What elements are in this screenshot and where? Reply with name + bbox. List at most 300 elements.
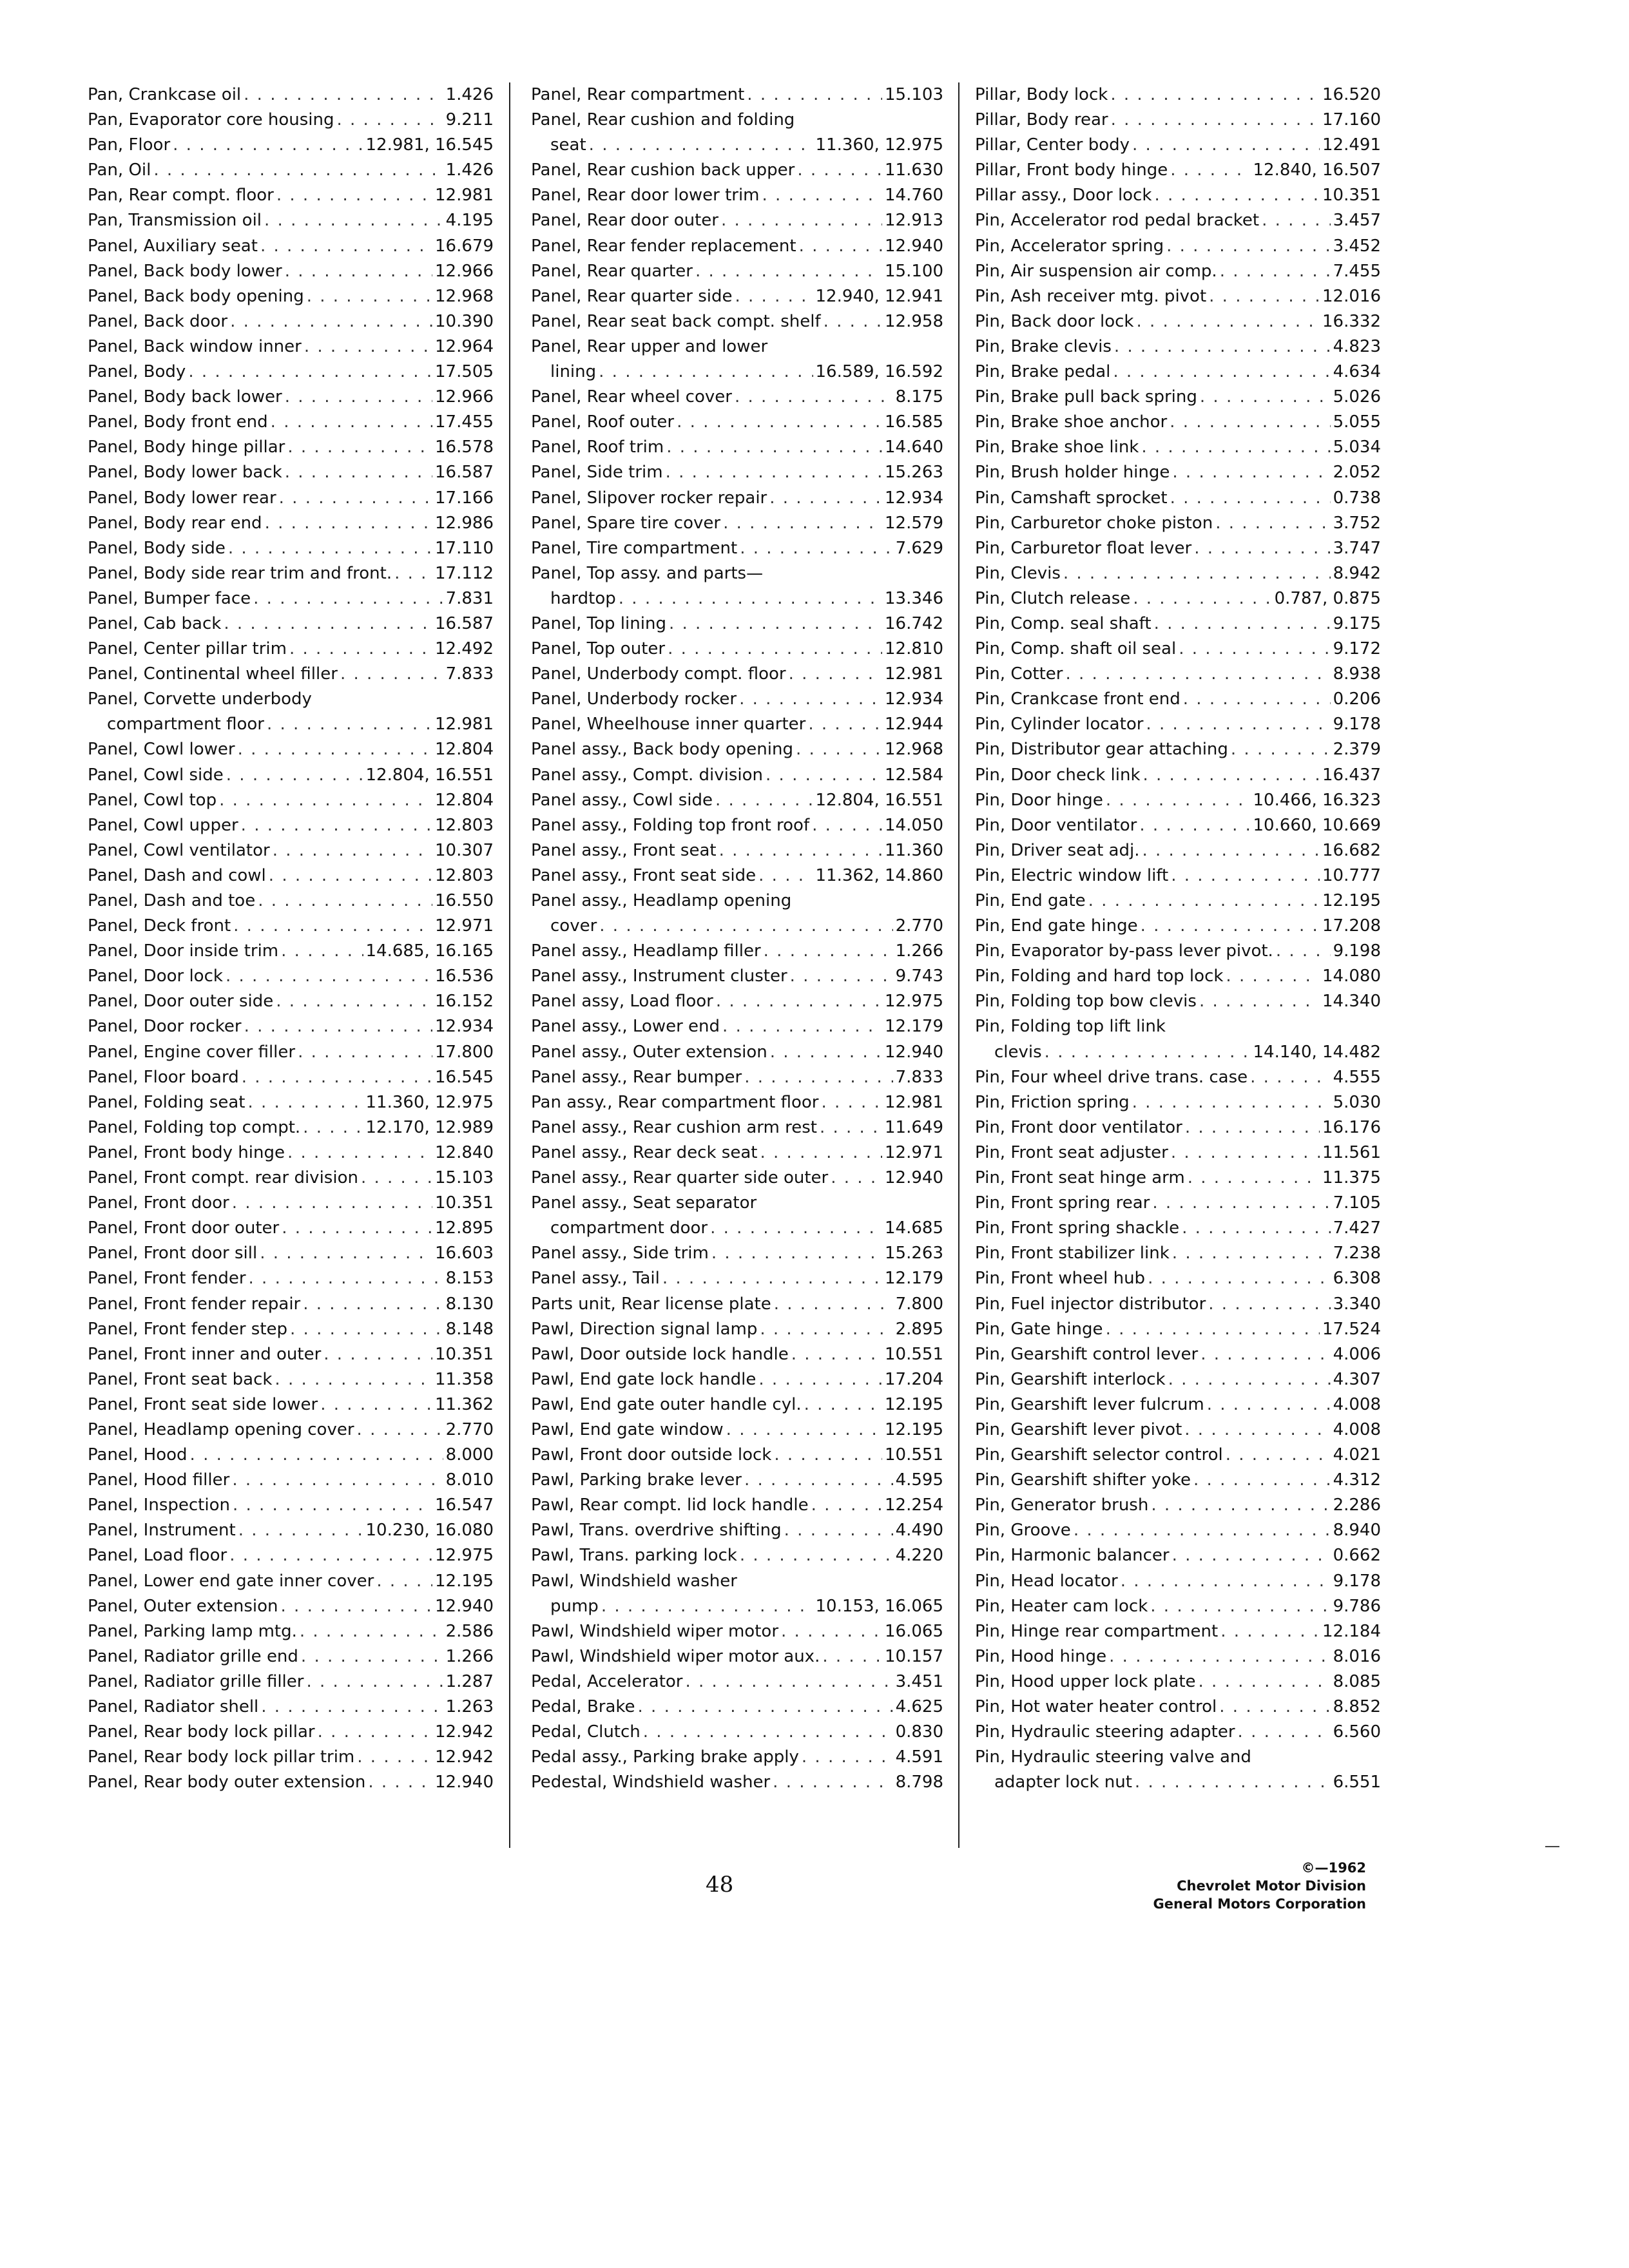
entry-reference: 2.379 [1333, 740, 1381, 760]
index-entry [88, 208, 494, 233]
entry-reference: 12.804, 16.551 [365, 765, 494, 785]
entry-name: Panel assy., Headlamp filler [531, 941, 761, 961]
entry-name: Panel, Continental wheel filler [88, 664, 338, 684]
entry-reference: 5.026 [1333, 387, 1381, 407]
entry-reference: 12.942 [435, 1747, 494, 1767]
dot-leader [711, 1241, 882, 1266]
entry-name: Pin, Crankcase front end [975, 689, 1181, 709]
entry-reference: 12.975 [435, 1546, 494, 1566]
index-entry [975, 637, 1381, 662]
dot-leader [336, 108, 443, 133]
entry-reference: 9.178 [1333, 1571, 1381, 1591]
dot-leader [1132, 133, 1320, 158]
dot-leader [821, 1090, 882, 1115]
entry-name: Pin, Hydraulic steering adapter [975, 1722, 1235, 1742]
entry-reference: 16.545 [435, 1067, 494, 1087]
index-entry [975, 1644, 1381, 1669]
dot-leader [1063, 561, 1331, 586]
dot-leader [238, 737, 432, 762]
entry-name: Panel, Dash and cowl [88, 865, 266, 885]
entry-reference: 12.934 [885, 689, 943, 709]
entry-reference: 2.286 [1333, 1495, 1381, 1515]
entry-name: Pin, Accelerator spring [975, 236, 1164, 256]
entry-name: Panel, Folding top compt. [88, 1117, 301, 1137]
entry-reference: 16.587 [435, 463, 494, 483]
entry-reference: 15.263 [885, 463, 943, 483]
entry-reference: 10.390 [435, 311, 494, 331]
index-entry [88, 511, 494, 536]
index-entry [975, 1569, 1381, 1594]
entry-reference: 8.148 [445, 1319, 494, 1339]
entry-name: Pan, Crankcase oil [88, 85, 242, 104]
dot-leader [241, 813, 432, 838]
index-entry [975, 1695, 1381, 1720]
index-entry [531, 1594, 943, 1619]
index-entry [975, 108, 1381, 133]
entry-name: Panel, Front seat side lower [88, 1394, 318, 1414]
dot-leader [719, 838, 882, 863]
entry-name: Pedal assy., Parking brake apply [531, 1747, 799, 1767]
entry-name: adapter lock nut [994, 1773, 1132, 1792]
entry-name: Panel, Roof trim [531, 437, 664, 457]
index-entry [88, 1115, 494, 1140]
entry-reference: 4.490 [895, 1521, 943, 1541]
index-entry [531, 1619, 943, 1644]
dot-leader [811, 1493, 882, 1518]
dot-leader [290, 1317, 443, 1342]
entry-name: Pin, Door check link [975, 765, 1141, 785]
entry-name: Panel, Front inner and outer [88, 1344, 322, 1364]
entry-name: clevis [994, 1042, 1042, 1062]
index-entry [975, 460, 1381, 485]
entry-name: Pin, Brake pull back spring [975, 387, 1197, 407]
dot-leader [758, 863, 813, 889]
index-entry [531, 1166, 943, 1191]
dot-leader [766, 763, 882, 788]
dot-leader [774, 1443, 882, 1468]
index-entry [975, 1317, 1381, 1342]
index-entry [975, 208, 1381, 233]
entry-name: Pin, Comp. shaft oil seal [975, 639, 1177, 659]
dot-leader [739, 687, 882, 712]
dot-leader [740, 536, 892, 561]
column-divider [509, 82, 510, 1848]
index-entry [88, 611, 494, 637]
index-entry [975, 410, 1381, 435]
dot-leader [190, 1443, 443, 1468]
entry-name: Pan, Rear compt. floor [88, 186, 274, 206]
dot-leader [1150, 1594, 1330, 1619]
entry-reference: 2.586 [445, 1621, 494, 1641]
entry-name: Panel, Load floor [88, 1546, 227, 1566]
entry-reference: 16.152 [435, 992, 494, 1012]
entry-reference: 4.634 [1333, 362, 1381, 382]
dot-leader [394, 561, 432, 586]
entry-reference: 1.287 [445, 1671, 494, 1691]
index-entry [531, 813, 943, 838]
entry-reference: 8.153 [445, 1269, 494, 1289]
index-entry [88, 1594, 494, 1619]
entry-reference: 7.238 [1333, 1244, 1381, 1264]
dot-leader [744, 1065, 892, 1090]
entry-name: Panel, Rear body lock pillar trim [88, 1747, 355, 1767]
entry-name: Pin, Front door ventilator [975, 1117, 1182, 1137]
entry-name: Pawl, End gate lock handle [531, 1369, 757, 1389]
entry-reference: 3.752 [1333, 513, 1381, 533]
entry-reference: 12.195 [435, 1571, 494, 1591]
dot-leader [1088, 889, 1320, 914]
dot-leader [1193, 1468, 1331, 1493]
entry-name: Panel assy., Outer extension [531, 1042, 767, 1062]
dot-leader [320, 1392, 432, 1418]
dot-leader [232, 1468, 443, 1493]
entry-name: Panel, Back body lower [88, 261, 282, 281]
entry-name: Pawl, Direction signal lamp [531, 1319, 758, 1339]
entry-reference: 12.968 [885, 740, 943, 760]
entry-reference: 17.800 [435, 1042, 494, 1062]
dot-leader [1199, 989, 1320, 1014]
entry-reference: 12.804 [435, 790, 494, 810]
dot-leader [340, 662, 443, 687]
dot-leader [1143, 763, 1320, 788]
dot-leader [715, 788, 813, 813]
index-column-3 [975, 82, 1381, 1845]
entry-name: Pin, Hood upper lock plate [975, 1671, 1196, 1691]
index-entry [88, 1644, 494, 1669]
dot-leader [1154, 183, 1320, 208]
index-entry [531, 838, 943, 863]
index-entry [975, 536, 1381, 561]
dot-leader [1171, 1140, 1320, 1166]
dot-leader [1179, 637, 1330, 662]
entry-reference: 12.934 [435, 1017, 494, 1037]
index-entry [531, 712, 943, 737]
dot-leader [716, 989, 882, 1014]
index-entry [975, 788, 1381, 813]
entry-reference: 5.055 [1333, 412, 1381, 432]
dot-leader [666, 460, 882, 485]
dot-leader [267, 712, 432, 737]
entry-reference: 16.682 [1322, 840, 1381, 860]
entry-reference: 12.491 [1322, 135, 1381, 155]
dot-leader [797, 158, 882, 183]
index-entry [531, 1140, 943, 1166]
index-entry [975, 964, 1381, 989]
entry-reference: 4.823 [1333, 336, 1381, 356]
entry-reference: 11.360, 12.975 [365, 1092, 494, 1112]
dot-leader [726, 1418, 882, 1443]
dot-leader [282, 1216, 432, 1241]
index-entry [531, 1115, 943, 1140]
entry-reference: 8.942 [1333, 563, 1381, 583]
entry-reference: 9.198 [1333, 941, 1381, 961]
entry-reference: 11.360 [885, 840, 943, 860]
index-entry [975, 234, 1381, 259]
entry-name: Pin, Gearshift selector control [975, 1445, 1223, 1465]
index-entry [88, 460, 494, 485]
entry-reference: 12.971 [435, 916, 494, 936]
entry-reference: 16.603 [435, 1244, 494, 1264]
entry-name: Pin, Heater cam lock [975, 1596, 1148, 1616]
entry-reference: 10.157 [885, 1646, 943, 1666]
entry-name: Pin, Fuel injector distributor [975, 1294, 1206, 1314]
index-entry [531, 309, 943, 334]
dot-leader [281, 939, 363, 964]
index-entry [975, 309, 1381, 334]
dot-leader [1065, 662, 1330, 687]
entry-name: Pan, Floor [88, 135, 171, 155]
dot-leader [1151, 1493, 1330, 1518]
entry-reference: 17.455 [435, 412, 494, 432]
dot-leader [1276, 939, 1331, 964]
entry-name: Pin, Brake shoe link [975, 437, 1139, 457]
index-entry [975, 511, 1381, 536]
dot-leader [1170, 486, 1331, 511]
dot-leader [1074, 1518, 1331, 1543]
entry-reference: 8.175 [895, 387, 943, 407]
entry-reference: 10.660, 10.669 [1253, 815, 1381, 835]
index-entry [88, 385, 494, 410]
entry-name: Pillar, Body rear [975, 110, 1108, 130]
index-entry [88, 1543, 494, 1568]
dot-leader [1170, 158, 1250, 183]
entry-reference: 15.103 [435, 1168, 494, 1188]
index-entry [975, 486, 1381, 511]
entry-name: Pin, Gearshift lever pivot [975, 1419, 1182, 1439]
index-entry [88, 133, 494, 158]
entry-name: Panel, Lower end gate inner cover [88, 1571, 374, 1591]
index-entry [975, 1014, 1381, 1039]
dot-leader [273, 838, 432, 863]
entry-name: Pin, Gearshift shifter yoke [975, 1470, 1191, 1490]
entry-reference: 3.451 [895, 1671, 943, 1691]
entry-name: Pin, Clevis [975, 563, 1061, 583]
index-entry [531, 1266, 943, 1291]
dot-leader [226, 964, 432, 989]
index-entry [531, 1745, 943, 1770]
dot-leader [1184, 1418, 1330, 1443]
entry-reference: 12.195 [1322, 891, 1381, 910]
entry-name: Panel, Front door sill [88, 1244, 258, 1264]
entry-name: lining [550, 362, 597, 382]
index-entry [531, 435, 943, 460]
index-entry [88, 788, 494, 813]
dot-leader [264, 208, 443, 233]
entry-name: Panel, Rear fender replacement [531, 236, 796, 256]
entry-reference: 2.770 [895, 916, 943, 936]
dot-leader [1166, 234, 1330, 259]
dot-leader [1200, 1342, 1330, 1367]
entry-reference: 4.008 [1333, 1394, 1381, 1414]
index-entry [88, 1695, 494, 1720]
index-entry [531, 183, 943, 208]
column-divider [958, 82, 959, 1848]
index-entry [975, 611, 1381, 637]
index-entry [88, 334, 494, 360]
dot-leader [804, 1392, 882, 1418]
entry-reference: 12.254 [885, 1495, 943, 1515]
dot-leader [323, 1342, 432, 1367]
entry-reference: 10.551 [885, 1445, 943, 1465]
entry-name: Pawl, Parking brake lever [531, 1470, 742, 1490]
index-entry [531, 1418, 943, 1443]
index-entry [531, 208, 943, 233]
entry-name: Pin, Hinge rear compartment [975, 1621, 1219, 1641]
dot-leader [1148, 1266, 1331, 1291]
entry-name: Panel, Front body hinge [88, 1142, 285, 1162]
index-entry [531, 637, 943, 662]
entry-name: Panel, Folding seat [88, 1092, 246, 1112]
entry-reference: 12.016 [1322, 286, 1381, 306]
dot-leader [253, 586, 443, 611]
dot-leader [1215, 511, 1330, 536]
entry-name: Panel, Body [88, 362, 186, 382]
entry-reference: 8.940 [1333, 1521, 1381, 1541]
index-entry [88, 813, 494, 838]
dot-leader [1172, 1543, 1331, 1568]
entry-reference: 12.195 [885, 1419, 943, 1439]
entry-reference: 16.332 [1322, 311, 1381, 331]
dot-leader [799, 234, 882, 259]
entry-reference: 12.170, 12.989 [365, 1117, 494, 1137]
entry-reference: 12.981 [885, 664, 943, 684]
entry-reference: 3.452 [1333, 236, 1381, 256]
entry-reference: 6.308 [1333, 1269, 1381, 1289]
index-entry [88, 561, 494, 586]
dot-leader [774, 1292, 893, 1317]
dot-leader [271, 410, 432, 435]
entry-name: Pin, Friction spring [975, 1092, 1130, 1112]
dot-leader [599, 360, 813, 385]
entry-reference: 10.351 [435, 1344, 494, 1364]
index-entry [531, 1443, 943, 1468]
entry-name: Pedal, Accelerator [531, 1671, 683, 1691]
entry-reference: 11.360, 12.975 [815, 135, 943, 155]
dot-leader [686, 1669, 893, 1695]
entry-name: Panel, Rear body outer extension [88, 1773, 366, 1792]
entry-name: Panel, Hood filler [88, 1470, 230, 1490]
dot-leader [822, 1644, 882, 1669]
index-entry [88, 435, 494, 460]
entry-name: Panel, Cowl ventilator [88, 840, 270, 860]
dot-leader [1219, 1695, 1330, 1720]
entry-name: Pin, Four wheel drive trans. case [975, 1067, 1248, 1087]
entry-name: Pan, Transmission oil [88, 211, 262, 231]
index-entry [531, 1392, 943, 1418]
entry-name: Panel, Center pillar trim [88, 639, 287, 659]
dot-leader [1110, 82, 1320, 108]
entry-name: Pin, Electric window lift [975, 865, 1169, 885]
dot-leader [1207, 1392, 1331, 1418]
entry-reference: 14.050 [885, 815, 943, 835]
entry-name: Pawl, Door outside lock handle [531, 1344, 789, 1364]
index-entry [88, 964, 494, 989]
index-entry [531, 914, 943, 939]
index-entry [531, 486, 943, 511]
entry-reference: 4.595 [895, 1470, 943, 1490]
index-entry [975, 1367, 1381, 1392]
index-entry [975, 1040, 1381, 1065]
entry-reference: 12.981 [885, 1092, 943, 1112]
entry-name: Pin, Gearshift control lever [975, 1344, 1199, 1364]
index-entry [975, 813, 1381, 838]
entry-name: Pin, Cotter [975, 664, 1063, 684]
entry-name: Pin, Camshaft sprocket [975, 488, 1168, 508]
entry-reference: 16.065 [885, 1621, 943, 1641]
dot-leader [1135, 1770, 1331, 1795]
dot-leader [668, 637, 882, 662]
entry-name: Pedestal, Windshield washer [531, 1773, 771, 1792]
index-entry [531, 1569, 943, 1594]
index-entry [531, 1065, 943, 1090]
dot-leader [1152, 1191, 1330, 1216]
dot-leader [1106, 788, 1251, 813]
index-entry [88, 737, 494, 762]
dot-leader [747, 82, 882, 108]
index-entry [975, 435, 1381, 460]
entry-reference: 4.021 [1333, 1445, 1381, 1465]
entry-name: Pin, Front seat hinge arm [975, 1168, 1185, 1188]
entry-reference: 3.457 [1333, 211, 1381, 231]
entry-reference: 8.000 [445, 1445, 494, 1465]
dot-leader [153, 158, 443, 183]
dot-leader [261, 1695, 443, 1720]
entry-name: Panel, Top assy. and parts— [531, 563, 764, 583]
entry-name: Pin, Cylinder locator [975, 715, 1144, 735]
index-entry [88, 838, 494, 863]
entry-name: Panel, Rear cushion and folding [531, 110, 795, 130]
index-entry [975, 687, 1381, 712]
index-entry [531, 788, 943, 813]
entry-reference: 15.263 [885, 1244, 943, 1264]
entry-name: Panel, Rear body lock pillar [88, 1722, 315, 1742]
index-entry [88, 1443, 494, 1468]
dot-leader [1114, 334, 1331, 360]
entry-reference: 14.685, 16.165 [365, 941, 494, 961]
dot-leader [662, 1266, 882, 1291]
dot-leader [298, 1040, 432, 1065]
dot-leader [249, 1266, 443, 1291]
entry-name: Panel, Parking lamp mtg. [88, 1621, 297, 1641]
dot-leader [1250, 1065, 1330, 1090]
index-entry [531, 611, 943, 637]
dot-leader [1106, 1317, 1320, 1342]
index-entry [88, 486, 494, 511]
dot-leader [242, 1065, 432, 1090]
entry-name: Pillar assy., Door lock [975, 186, 1152, 206]
index-entry [975, 1720, 1381, 1745]
index-entry [531, 1669, 943, 1695]
entry-name: Pan assy., Rear compartment floor [531, 1092, 819, 1112]
entry-reference: 14.760 [885, 186, 943, 206]
entry-reference: 12.184 [1322, 1621, 1381, 1641]
entry-name: Pedal, Clutch [531, 1722, 641, 1742]
entry-name: Pin, Front spring rear [975, 1193, 1150, 1213]
dot-leader [695, 259, 882, 284]
dot-leader [723, 511, 882, 536]
index-entry [531, 763, 943, 788]
entry-reference: 12.971 [885, 1142, 943, 1162]
dot-leader [1172, 1241, 1331, 1266]
dot-leader [599, 914, 892, 939]
entry-reference: 12.895 [435, 1218, 494, 1238]
entry-reference: 16.536 [435, 966, 494, 986]
entry-reference: 1.426 [445, 85, 494, 104]
entry-reference: 0.830 [895, 1722, 943, 1742]
dot-leader [1231, 737, 1331, 762]
dot-leader [304, 334, 432, 360]
entry-reference: 1.266 [445, 1646, 494, 1666]
